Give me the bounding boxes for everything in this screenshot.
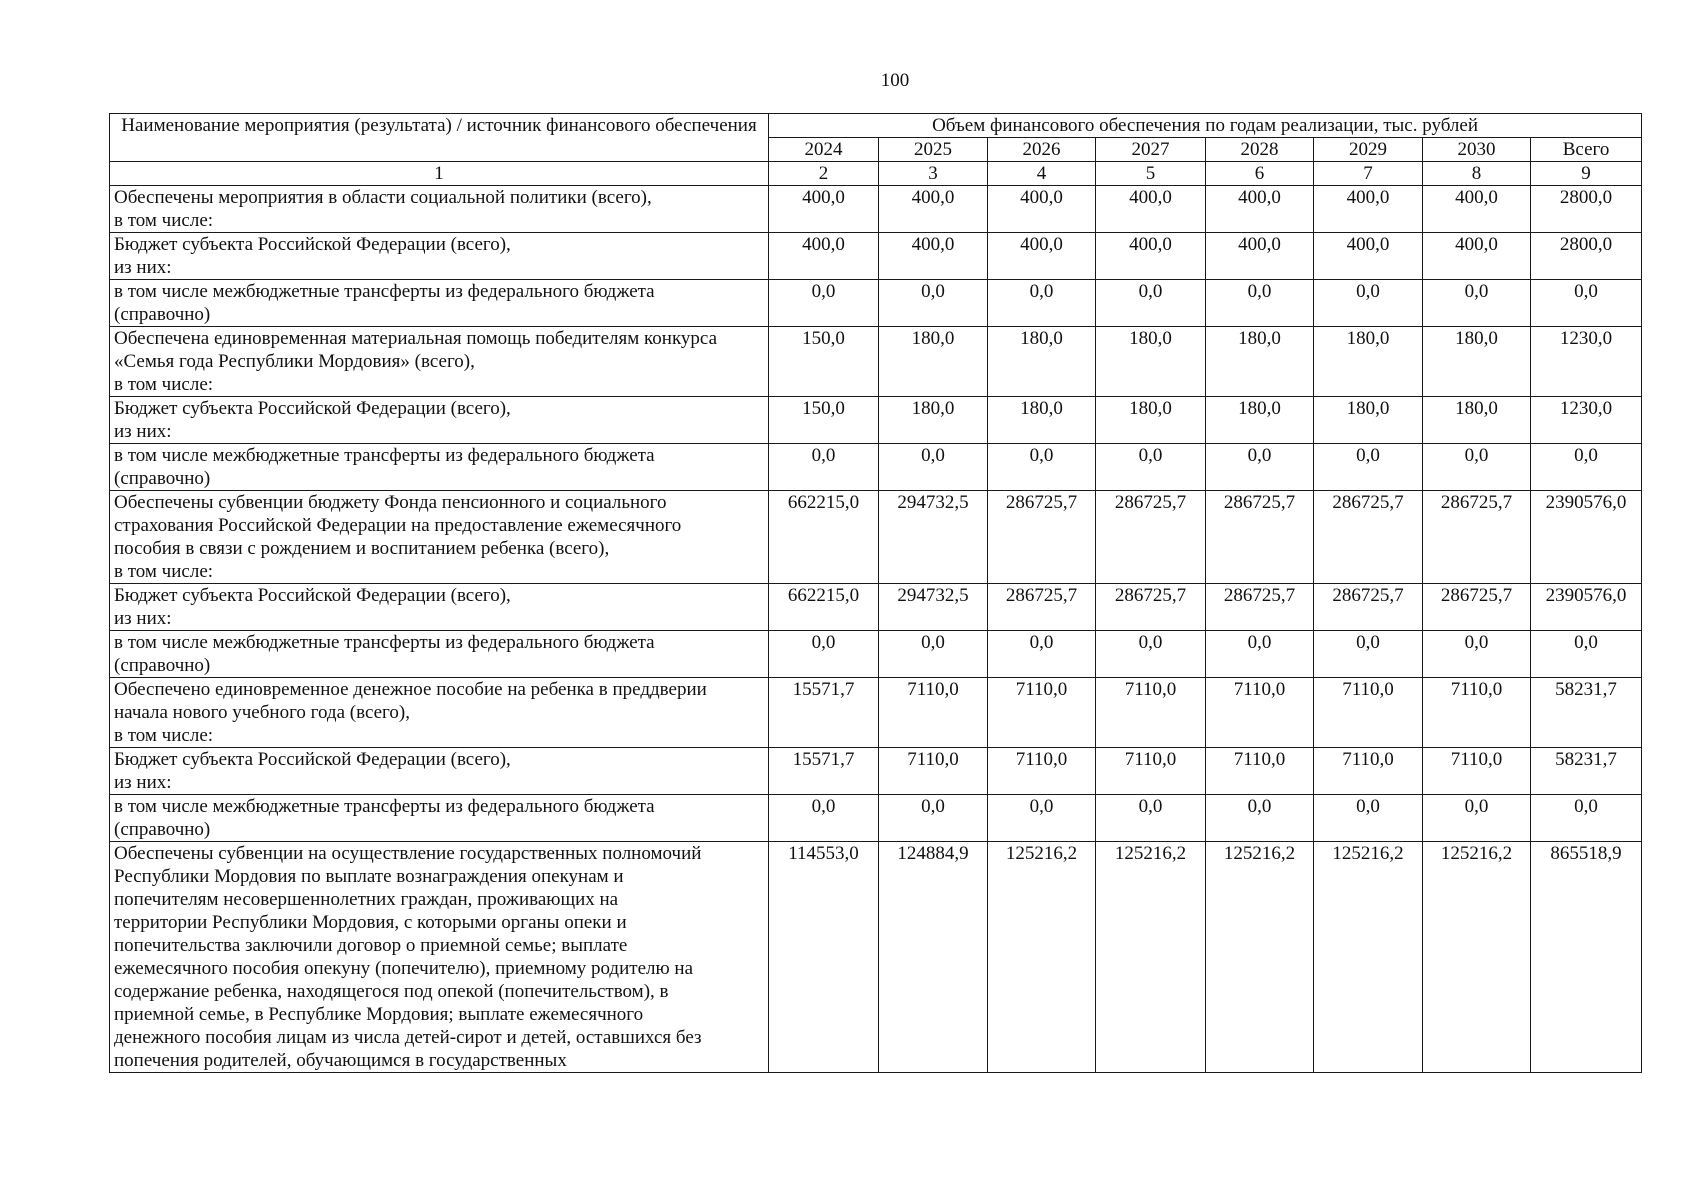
- row-value-cell: 286725,7: [988, 491, 1096, 584]
- row-value-cell: 7110,0: [1423, 748, 1531, 795]
- header-year-cell: 2024: [769, 138, 879, 162]
- row-value-cell: 180,0: [1314, 397, 1423, 444]
- row-name-cell: [110, 748, 769, 795]
- row-value-cell: 286725,7: [988, 584, 1096, 631]
- row-name-line: (справочно): [114, 819, 211, 840]
- row-value-cell: 286725,7: [1096, 491, 1206, 584]
- row-value-cell: 7110,0: [1206, 678, 1314, 748]
- row-total-cell: 58231,7: [1531, 748, 1642, 795]
- table-row: [110, 842, 1642, 1073]
- row-value-cell: 125216,2: [1314, 842, 1423, 1073]
- row-name-line: из них:: [114, 257, 172, 278]
- row-name-line: содержание ребенка, находящегося под опекой (попечительством), в: [114, 981, 669, 1002]
- table-row: [110, 444, 1642, 491]
- row-value-cell: 400,0: [879, 186, 988, 233]
- row-value-cell: 124884,9: [879, 842, 988, 1073]
- table-row: [110, 233, 1642, 280]
- row-value-cell: 400,0: [1314, 233, 1423, 280]
- row-total-cell: 1230,0: [1531, 327, 1642, 397]
- row-value-cell: 400,0: [769, 233, 879, 280]
- row-value-cell: 0,0: [1096, 444, 1206, 491]
- row-value-cell: 0,0: [879, 444, 988, 491]
- row-value-cell: 0,0: [1423, 795, 1531, 842]
- row-name-cell: [110, 186, 769, 233]
- row-value-cell: 7110,0: [1314, 748, 1423, 795]
- row-value-cell: 125216,2: [1423, 842, 1531, 1073]
- header-year-cell: 2027: [1096, 138, 1206, 162]
- row-name-line: страхования Российской Федерации на предоставление ежемесячного: [114, 515, 682, 536]
- row-value-cell: 180,0: [1206, 327, 1314, 397]
- row-value-cell: 7110,0: [988, 748, 1096, 795]
- row-value-cell: 180,0: [988, 327, 1096, 397]
- row-name-cell: [110, 584, 769, 631]
- row-name-cell: [110, 795, 769, 842]
- row-value-cell: 400,0: [1206, 186, 1314, 233]
- row-value-cell: 125216,2: [1096, 842, 1206, 1073]
- table-row: [110, 186, 1642, 233]
- row-value-cell: 286725,7: [1423, 584, 1531, 631]
- row-name-line: в том числе:: [114, 210, 214, 231]
- row-value-cell: 0,0: [1423, 631, 1531, 678]
- row-name-line: Обеспечены субвенции на осуществление государственных полномочий: [114, 843, 702, 864]
- table-row: [110, 327, 1642, 397]
- row-value-cell: 662215,0: [769, 491, 879, 584]
- header-row-1: [110, 114, 1642, 138]
- row-value-cell: 180,0: [879, 397, 988, 444]
- row-total-cell: 2800,0: [1531, 186, 1642, 233]
- row-name-line: Обеспечены мероприятия в области социальной политики (всего),: [114, 187, 652, 208]
- row-value-cell: 286725,7: [1314, 584, 1423, 631]
- row-name-line: (справочно): [114, 304, 211, 325]
- row-value-cell: 180,0: [1096, 327, 1206, 397]
- row-total-cell: 2800,0: [1531, 233, 1642, 280]
- table-row: [110, 631, 1642, 678]
- row-value-cell: 114553,0: [769, 842, 879, 1073]
- row-value-cell: 400,0: [1206, 233, 1314, 280]
- row-value-cell: 400,0: [879, 233, 988, 280]
- row-value-cell: 286725,7: [1423, 491, 1531, 584]
- row-name-cell: [110, 233, 769, 280]
- row-name-line: попечительства заключили договор о приемной семье; выплате: [114, 935, 628, 956]
- row-value-cell: 15571,7: [769, 678, 879, 748]
- row-name-line: денежного пособия лицам из числа детей-сирот и детей, оставшихся без: [114, 1027, 702, 1048]
- header-year-cell: 2026: [988, 138, 1096, 162]
- page-number: 100: [880, 70, 910, 91]
- row-value-cell: 180,0: [1423, 397, 1531, 444]
- row-value-cell: 15571,7: [769, 748, 879, 795]
- row-value-cell: 0,0: [988, 280, 1096, 327]
- row-value-cell: 125216,2: [1206, 842, 1314, 1073]
- table-row: [110, 397, 1642, 444]
- column-number-cell: 1: [110, 162, 769, 186]
- row-name-line: в том числе межбюджетные трансферты из федерального бюджета: [114, 796, 655, 817]
- header-name-column: Наименование мероприятия (результата) / источник финансового обеспечения: [110, 114, 769, 162]
- row-name-line: ежемесячного пособия опекуну (попечителю), приемному родителю на: [114, 958, 694, 979]
- row-value-cell: 0,0: [1314, 444, 1423, 491]
- row-value-cell: 662215,0: [769, 584, 879, 631]
- row-value-cell: 0,0: [988, 795, 1096, 842]
- row-value-cell: 7110,0: [1096, 678, 1206, 748]
- table-row: [110, 584, 1642, 631]
- row-name-line: в том числе:: [114, 374, 214, 395]
- row-name-line: Бюджет субъекта Российской Федерации (всего),: [114, 398, 511, 419]
- row-name-line: в том числе межбюджетные трансферты из федерального бюджета: [114, 445, 655, 466]
- row-name-cell: [110, 491, 769, 584]
- row-value-cell: 150,0: [769, 397, 879, 444]
- header-year-cell: 2030: [1423, 138, 1531, 162]
- row-value-cell: 180,0: [1206, 397, 1314, 444]
- row-value-cell: 286725,7: [1096, 584, 1206, 631]
- row-value-cell: 294732,5: [879, 491, 988, 584]
- row-value-cell: 7110,0: [879, 748, 988, 795]
- row-name-line: пособия в связи с рождением и воспитанием ребенка (всего),: [114, 538, 610, 559]
- row-name-cell: [110, 631, 769, 678]
- row-total-cell: 2390576,0: [1531, 491, 1642, 584]
- column-number-cell: 4: [988, 162, 1096, 186]
- row-value-cell: 0,0: [1423, 444, 1531, 491]
- row-value-cell: 286725,7: [1206, 584, 1314, 631]
- row-value-cell: 0,0: [769, 795, 879, 842]
- table-row: [110, 678, 1642, 748]
- row-value-cell: 400,0: [1096, 233, 1206, 280]
- row-name-line: попечителям несовершеннолетних граждан, проживающих на: [114, 889, 619, 910]
- row-value-cell: 125216,2: [988, 842, 1096, 1073]
- row-value-cell: 0,0: [1206, 631, 1314, 678]
- row-value-cell: 0,0: [1206, 795, 1314, 842]
- row-total-cell: 2390576,0: [1531, 584, 1642, 631]
- column-number-cell: 5: [1096, 162, 1206, 186]
- row-value-cell: 400,0: [988, 233, 1096, 280]
- table-row: [110, 748, 1642, 795]
- row-value-cell: 0,0: [988, 444, 1096, 491]
- row-value-cell: 0,0: [1096, 795, 1206, 842]
- column-number-cell: 9: [1531, 162, 1642, 186]
- row-name-cell: [110, 327, 769, 397]
- header-year-cell: 2028: [1206, 138, 1314, 162]
- row-value-cell: 286725,7: [1314, 491, 1423, 584]
- header-row-column-numbers: [110, 162, 1642, 186]
- row-value-cell: 0,0: [879, 795, 988, 842]
- row-value-cell: 286725,7: [1206, 491, 1314, 584]
- row-value-cell: 0,0: [988, 631, 1096, 678]
- row-name-line: (справочно): [114, 468, 211, 489]
- row-value-cell: 180,0: [1314, 327, 1423, 397]
- row-value-cell: 0,0: [1206, 280, 1314, 327]
- row-name-line: «Семья года Республики Мордовия» (всего),: [114, 351, 475, 372]
- row-value-cell: 7110,0: [1206, 748, 1314, 795]
- row-value-cell: 0,0: [769, 631, 879, 678]
- row-value-cell: 0,0: [879, 631, 988, 678]
- row-value-cell: 0,0: [769, 444, 879, 491]
- row-value-cell: 400,0: [1423, 233, 1531, 280]
- row-total-cell: 1230,0: [1531, 397, 1642, 444]
- row-name-cell: [110, 280, 769, 327]
- row-name-line: Обеспечено единовременное денежное пособие на ребенка в преддверии: [114, 679, 707, 700]
- row-value-cell: 0,0: [1206, 444, 1314, 491]
- row-name-line: Бюджет субъекта Российской Федерации (всего),: [114, 585, 511, 606]
- row-name-cell: [110, 678, 769, 748]
- row-value-cell: 400,0: [1314, 186, 1423, 233]
- row-total-cell: 0,0: [1531, 795, 1642, 842]
- row-value-cell: 400,0: [988, 186, 1096, 233]
- row-value-cell: 7110,0: [1096, 748, 1206, 795]
- financing-table: [109, 113, 1642, 1073]
- header-year-cell: 2029: [1314, 138, 1423, 162]
- row-name-line: из них:: [114, 608, 172, 629]
- row-name-line: из них:: [114, 421, 172, 442]
- table-body: [110, 186, 1642, 1073]
- row-value-cell: 0,0: [769, 280, 879, 327]
- column-number-cell: 8: [1423, 162, 1531, 186]
- column-number-cell: 7: [1314, 162, 1423, 186]
- row-total-cell: 0,0: [1531, 631, 1642, 678]
- row-total-cell: 0,0: [1531, 280, 1642, 327]
- row-name-line: попечения родителей, обучающимся в государственных: [114, 1050, 567, 1071]
- row-name-line: в том числе:: [114, 725, 214, 746]
- row-name-line: из них:: [114, 772, 172, 793]
- row-value-cell: 0,0: [1314, 795, 1423, 842]
- row-value-cell: 294732,5: [879, 584, 988, 631]
- row-name-line: Республики Мордовия по выплате вознаграждения опекунам и: [114, 866, 624, 887]
- row-value-cell: 7110,0: [988, 678, 1096, 748]
- column-number-cell: 2: [769, 162, 879, 186]
- row-value-cell: 180,0: [879, 327, 988, 397]
- column-number-cell: 6: [1206, 162, 1314, 186]
- row-value-cell: 180,0: [988, 397, 1096, 444]
- row-total-cell: 0,0: [1531, 444, 1642, 491]
- row-value-cell: 7110,0: [879, 678, 988, 748]
- row-value-cell: 400,0: [769, 186, 879, 233]
- table-row: [110, 795, 1642, 842]
- row-value-cell: 0,0: [1096, 280, 1206, 327]
- header-volume-column: Объем финансового обеспечения по годам реализации, тыс. рублей: [769, 114, 1642, 138]
- row-name-line: Обеспечена единовременная материальная помощь победителям конкурса: [114, 328, 718, 349]
- row-value-cell: 0,0: [1423, 280, 1531, 327]
- row-value-cell: 7110,0: [1314, 678, 1423, 748]
- row-value-cell: 0,0: [1096, 631, 1206, 678]
- row-name-line: в том числе межбюджетные трансферты из федерального бюджета: [114, 632, 655, 653]
- table-row: [110, 280, 1642, 327]
- row-value-cell: 180,0: [1096, 397, 1206, 444]
- row-name-line: начала нового учебного года (всего),: [114, 702, 410, 723]
- row-name-line: приемной семье, в Республике Мордовия; выплате ежемесячного: [114, 1004, 644, 1025]
- row-value-cell: 400,0: [1423, 186, 1531, 233]
- row-name-line: в том числе межбюджетные трансферты из федерального бюджета: [114, 281, 655, 302]
- row-value-cell: 400,0: [1096, 186, 1206, 233]
- header-year-cell: 2025: [879, 138, 988, 162]
- row-value-cell: 0,0: [879, 280, 988, 327]
- row-name-cell: [110, 397, 769, 444]
- row-name-cell: [110, 842, 769, 1073]
- row-total-cell: 58231,7: [1531, 678, 1642, 748]
- row-name-line: Бюджет субъекта Российской Федерации (всего),: [114, 234, 511, 255]
- row-name-line: (справочно): [114, 655, 211, 676]
- row-name-line: в том числе:: [114, 561, 214, 582]
- row-total-cell: 865518,9: [1531, 842, 1642, 1073]
- header-year-cell: Всего: [1531, 138, 1642, 162]
- row-value-cell: 0,0: [1314, 631, 1423, 678]
- row-value-cell: 180,0: [1423, 327, 1531, 397]
- row-name-line: территории Республики Мордовия, с которыми органы опеки и: [114, 912, 627, 933]
- row-value-cell: 0,0: [1314, 280, 1423, 327]
- table-row: [110, 491, 1642, 584]
- row-name-line: Бюджет субъекта Российской Федерации (всего),: [114, 749, 511, 770]
- column-number-cell: 3: [879, 162, 988, 186]
- row-name-cell: [110, 444, 769, 491]
- row-value-cell: 7110,0: [1423, 678, 1531, 748]
- row-value-cell: 150,0: [769, 327, 879, 397]
- row-name-line: Обеспечены субвенции бюджету Фонда пенсионного и социального: [114, 492, 667, 513]
